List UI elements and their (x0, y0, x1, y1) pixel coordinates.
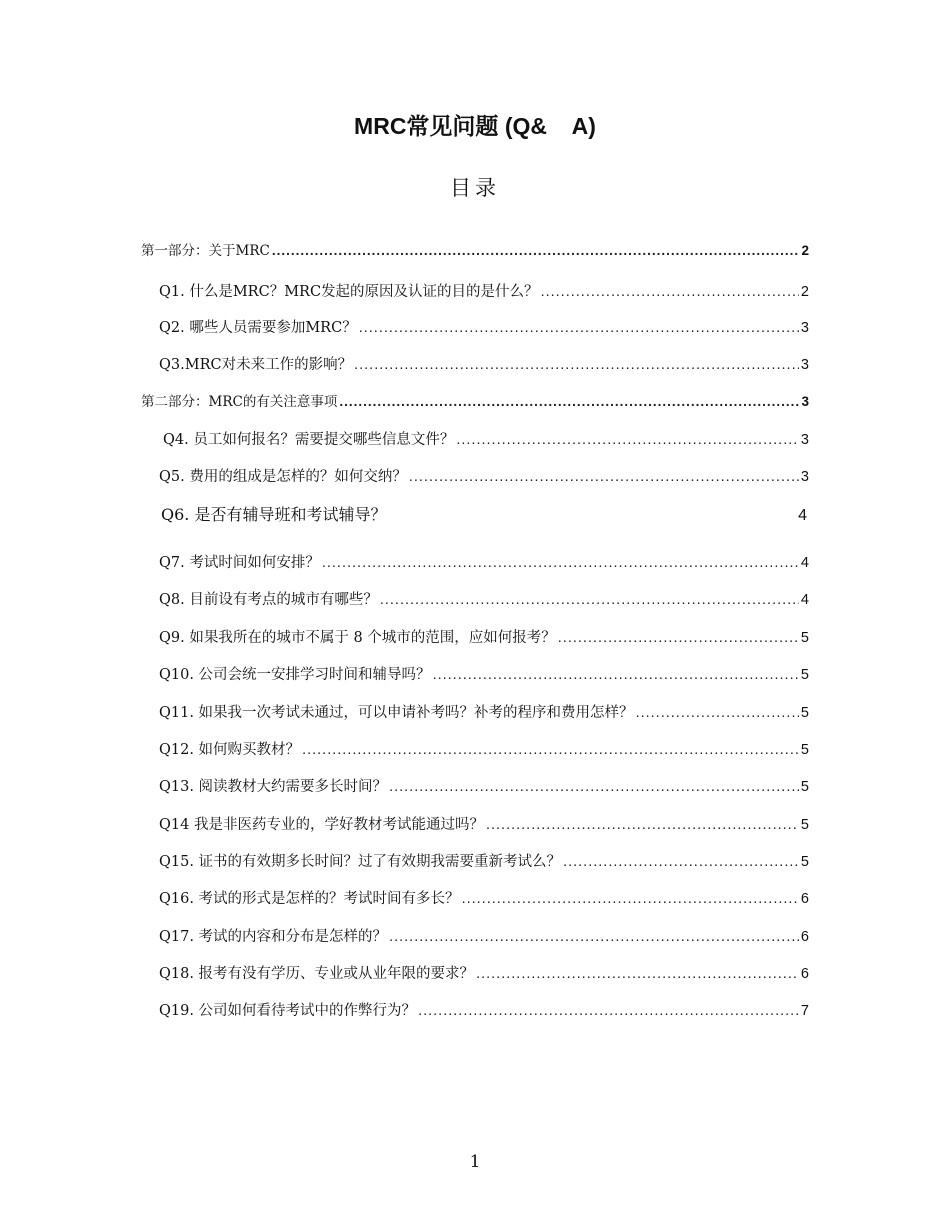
toc-entry-q6[interactable] (161, 505, 807, 526)
toc-entry-q17[interactable] (159, 927, 809, 947)
toc-entry-q7[interactable] (159, 553, 809, 573)
toc-entry-label: Q11. 如果我一次考试未通过，可以申请补考吗？补考的程序和费用怎样？ (159, 705, 634, 721)
toc-leader-dots (272, 241, 800, 261)
toc-leader-dots (462, 889, 799, 909)
toc-leader-dots (380, 590, 799, 610)
toc-entry-page: 5 (800, 630, 809, 646)
toc-leader-dots (456, 430, 799, 450)
toc-leader-dots (541, 282, 799, 302)
toc-entry-q5[interactable] (159, 467, 809, 487)
toc-entry-page: 2 (801, 243, 809, 258)
toc-entry-page: 3 (801, 394, 809, 409)
toc-leader-dots (389, 777, 799, 797)
toc-leader-dots (476, 964, 799, 984)
toc-entry-page: 7 (800, 1003, 809, 1019)
toc-entry-label: Q15. 证书的有效期多长时间？过了有效期我需要重新考试么？ (159, 854, 562, 870)
toc-entry-label: Q1. 什么是MRC？MRC发起的原因及认证的目的是什么？ (159, 284, 539, 300)
toc-entry-page: 4 (800, 555, 809, 571)
toc-entry-q14[interactable] (159, 815, 809, 835)
toc-entry-q19[interactable] (159, 1001, 809, 1021)
toc-entry-page: 5 (800, 705, 809, 721)
toc-entry-label: Q12. 如何购买教材？ (159, 742, 301, 758)
toc-entry-label: Q19. 公司如何看待考试中的作弊行为？ (159, 1003, 417, 1019)
toc-entry-label: Q13. 阅读教材大约需要多长时间？ (159, 779, 388, 795)
toc-entry-label: Q6. 是否有辅导班和考试辅导？ (161, 505, 387, 524)
toc-entry-page: 4 (800, 592, 809, 608)
toc-entry-label: Q9. 如果我所在的城市不属于 8 个城市的范围，应如何报考？ (159, 630, 556, 646)
toc-entry-q16[interactable] (159, 889, 809, 909)
toc-entry-label: Q10. 公司会统一安排学习时间和辅导吗？ (159, 667, 431, 683)
toc-entry-q18[interactable] (159, 964, 809, 984)
toc-entry-q11[interactable] (159, 703, 809, 723)
toc-entry-label: 第二部分：MRC的有关注意事项 (141, 394, 338, 410)
toc-entry-part-1[interactable] (141, 241, 809, 261)
toc-leader-dots (418, 1001, 799, 1021)
toc-leader-dots (302, 740, 799, 760)
toc-entry-page: 3 (800, 320, 809, 336)
toc-entry-page: 5 (800, 779, 809, 795)
document-title: MRC常见问题 (Q& A) (354, 113, 596, 139)
toc-entry-q15[interactable] (159, 852, 809, 872)
toc-leader-dots (558, 628, 799, 648)
toc-entry-page: 4 (798, 507, 807, 524)
toc-entry-label: Q7. 考试时间如何安排？ (159, 555, 320, 571)
toc-entry-label: Q8. 目前设有考点的城市有哪些？ (159, 592, 378, 608)
toc-entry-part-2[interactable] (141, 392, 809, 412)
toc-entry-q12[interactable] (159, 740, 809, 760)
toc-entry-page: 5 (800, 854, 809, 870)
toc-leader-dots (409, 467, 799, 487)
toc-entry-label: Q5. 费用的组成是怎样的？如何交纳？ (159, 469, 407, 485)
toc-entry-page: 3 (800, 357, 809, 373)
toc-entry-q1[interactable] (159, 282, 809, 302)
toc-entry-q10[interactable] (159, 665, 809, 685)
toc-entry-label: Q18. 报考有没有学历、专业或从业年限的要求？ (159, 966, 475, 982)
toc-entry-page: 3 (800, 432, 809, 448)
toc-entry-page: 5 (800, 817, 809, 833)
toc-leader-dots (486, 815, 799, 835)
toc-entry-q9[interactable] (159, 628, 809, 648)
toc-leader-dots (354, 355, 799, 375)
toc-entry-page: 2 (800, 284, 809, 300)
toc-entry-label: Q16. 考试的形式是怎样的？考试时间有多长？ (159, 891, 460, 907)
page-number: 1 (469, 1152, 481, 1172)
toc-entry-page: 3 (800, 469, 809, 485)
toc-leader-dots (322, 553, 799, 573)
toc-entry-label: Q4. 员工如何报名？需要提交哪些信息文件？ (163, 432, 455, 448)
toc-leader-dots (636, 703, 799, 723)
toc-entry-page: 6 (800, 929, 809, 945)
toc-entry-label: Q17. 考试的内容和分布是怎样的？ (159, 929, 388, 945)
toc-entry-label: 第一部分：关于MRC (141, 243, 270, 259)
toc-entry-q3[interactable] (159, 355, 809, 375)
toc-leader-dots (359, 318, 799, 338)
toc-heading: 目录 (450, 176, 500, 200)
toc-entry-label: Q2. 哪些人员需要参加MRC？ (159, 320, 357, 336)
toc-entry-q4[interactable] (163, 430, 809, 450)
toc-leader-dots (339, 392, 799, 412)
toc-entry-q2[interactable] (159, 318, 809, 338)
toc-leader-dots (563, 852, 799, 872)
toc-entry-page: 6 (800, 966, 809, 982)
toc-leader-dots (433, 665, 799, 685)
toc-entry-q8[interactable] (159, 590, 809, 610)
toc-entry-q13[interactable] (159, 777, 809, 797)
toc-entry-page: 5 (800, 742, 809, 758)
toc-entry-page: 6 (800, 891, 809, 907)
toc-entry-label: Q14 我是非医药专业的，学好教材考试能通过吗？ (159, 817, 484, 833)
toc-entry-label: Q3.MRC对未来工作的影响？ (159, 357, 353, 373)
toc-entry-page: 5 (800, 667, 809, 683)
toc-leader-dots (389, 927, 799, 947)
